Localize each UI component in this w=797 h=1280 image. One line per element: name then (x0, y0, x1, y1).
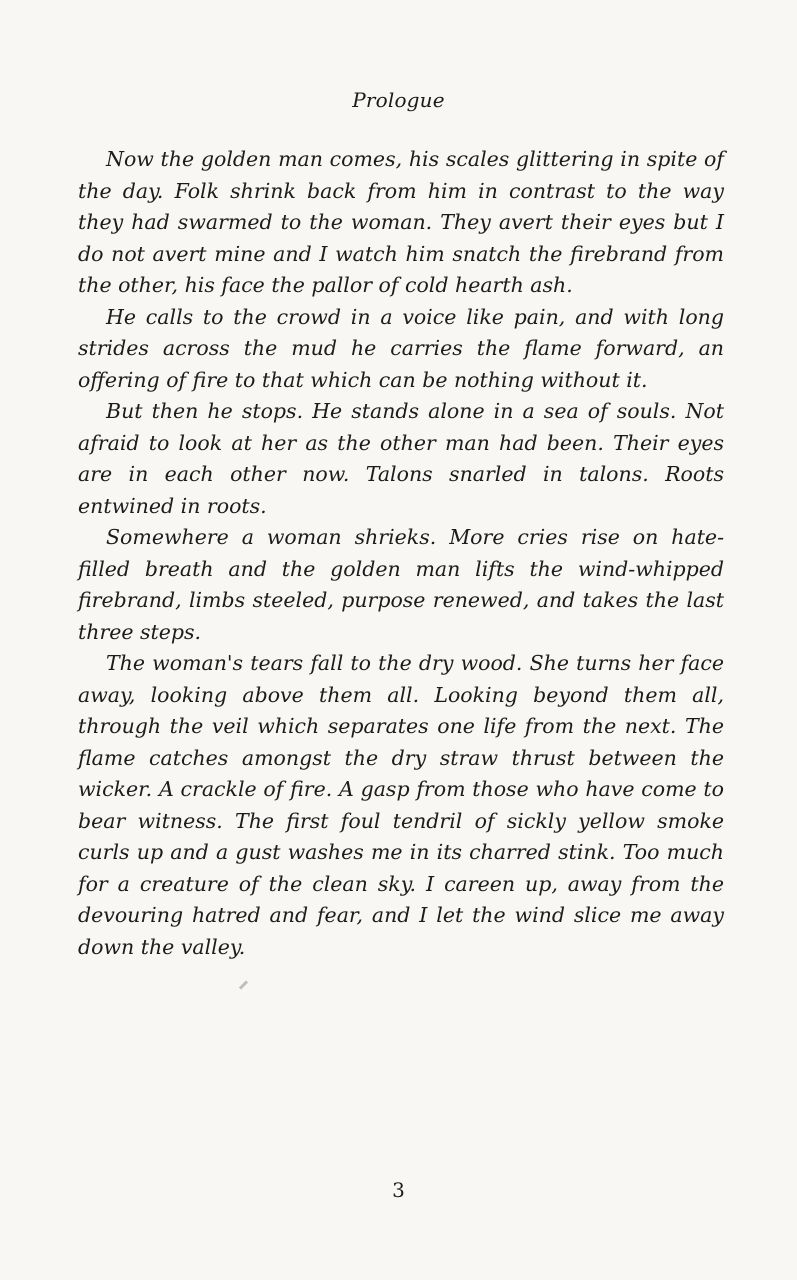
paragraph: Somewhere a woman shrieks. More cries rise on hate-filled breath and the golden man lifts the wind-whipped firebrand, limbs steeled, purpose renewed, and takes the last three steps. (78, 525, 724, 644)
paragraph: The woman's tears fall to the dry wood. She turns her face away, looking above them all. Looking beyond them all, through the veil which separates one life from the next. The flame catches amongst the dry straw thrust between the wicker. A crackle of fire. A gasp from those who have come to bear witness. The first foul tendril of sickly yellow smoke curls up and a gust washes me in its charred stink. Too much for a creature of the clean sky. I careen up, away from the devouring hatred and fear, and I let the wind slice me away down the valley. (78, 651, 724, 959)
paragraph: But then he stops. He stands alone in a sea of souls. Not afraid to look at her as the other man had been. Their eyes are in each other now. Talons snarled in talons. Roots entwined in roots. (78, 399, 724, 518)
page-number: 3 (392, 1178, 405, 1202)
chapter-title: Prologue (352, 88, 445, 112)
paragraph: Now the golden man comes, his scales glittering in spite of the day. Folk shrink back from him in contrast to the way they had swarmed to the woman. They avert their eyes but I do not avert mine and I watch him snatch the firebrand from the other, his face the pallor of cold hearth ash. (78, 147, 724, 297)
body-text (78, 144, 724, 963)
paper-speck (239, 980, 248, 989)
paragraph: He calls to the crowd in a voice like pain, and with long strides across the mud he carries the flame forward, an offering of fire to that which can be nothing without it. (78, 304, 724, 392)
